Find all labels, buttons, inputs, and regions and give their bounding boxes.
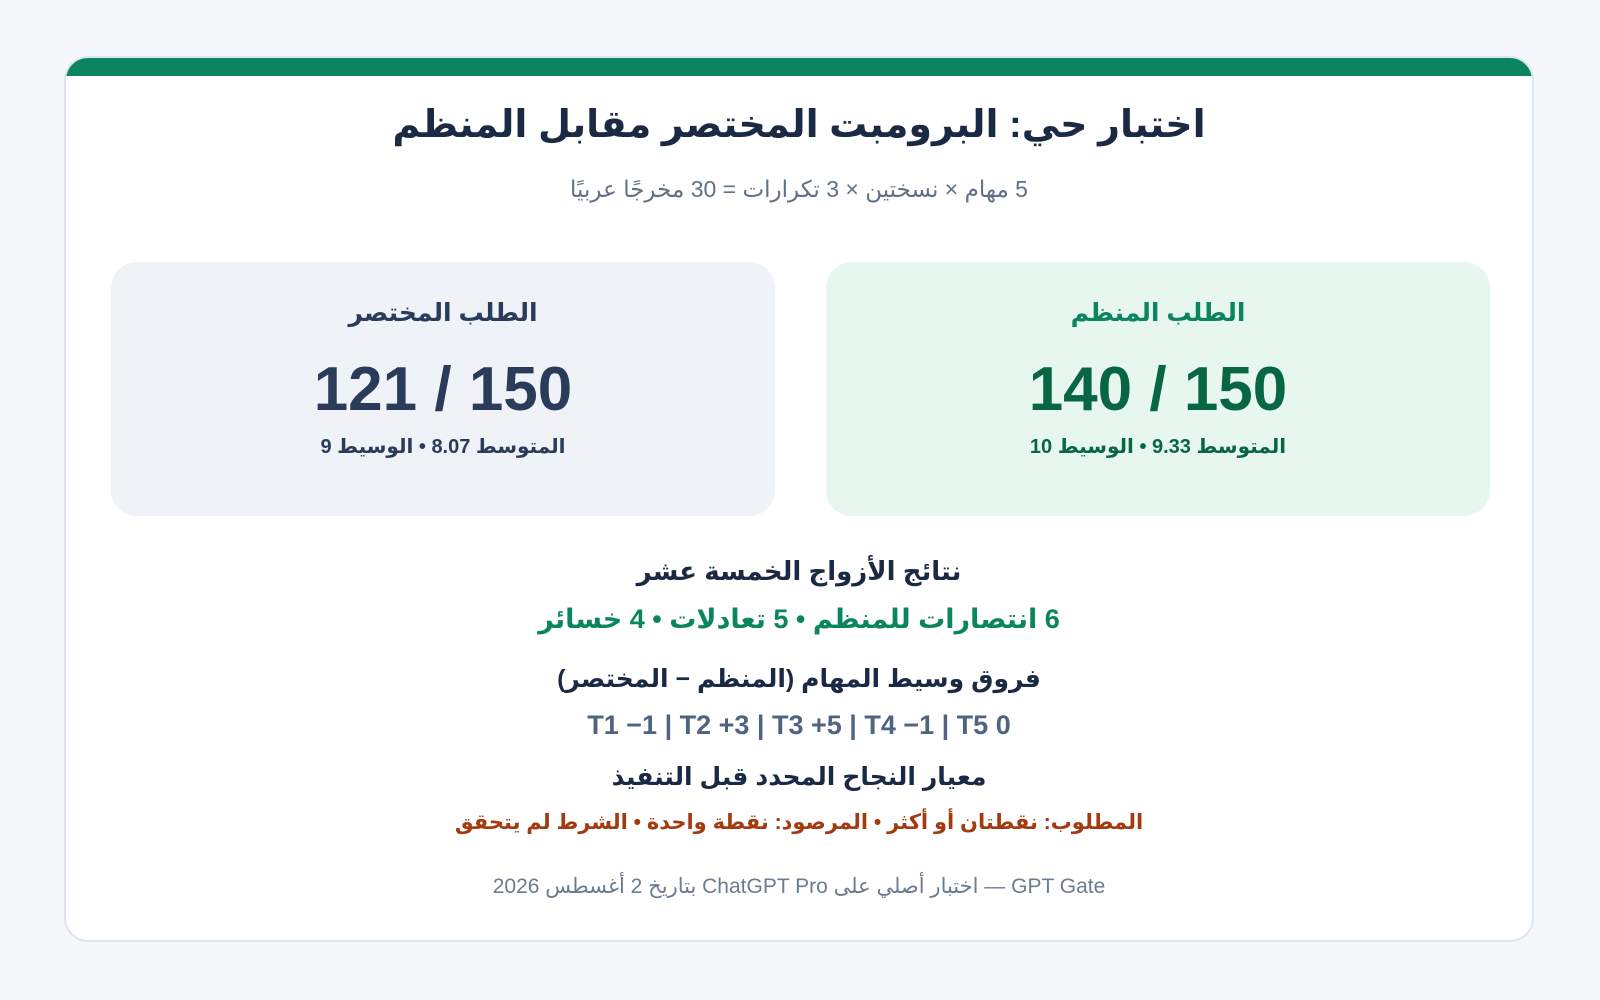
- page-subtitle: 5 مهام × نسختين × 3 تكرارات = 30 مخرجًا عربيًا: [570, 176, 1028, 202]
- organized-label: الطلب المنظم: [1070, 299, 1246, 327]
- results-card: [64, 56, 1534, 942]
- short-prompt-panel: [111, 262, 775, 516]
- criterion-result: المطلوب: نقطتان أو أكثر • المرصود: نقطة واحدة • الشرط لم يتحقق: [454, 811, 1144, 834]
- short-stats: المتوسط 8.07 • الوسيط 9: [320, 436, 566, 458]
- accent-bar: [66, 58, 1532, 76]
- footer-note: GPT Gate — اختبار أصلي على ChatGPT Pro بتاريخ 2 أغسطس 2026: [492, 875, 1106, 898]
- organized-stats: المتوسط 9.33 • الوسيط 10: [1029, 436, 1287, 458]
- short-score: 121 / 150: [313, 355, 573, 424]
- organized-score: 140 / 150: [1028, 355, 1288, 424]
- differences-heading: فروق وسيط المهام (المنظم − المختصر): [557, 665, 1041, 693]
- differences-values: T1 −1 | T2 +3 | T3 +5 | T4 −1 | T5 0: [587, 710, 1011, 740]
- page-title: اختبار حي: البرومبت المختصر مقابل المنظم: [392, 104, 1206, 146]
- criterion-heading: معيار النجاح المحدد قبل التنفيذ: [611, 763, 987, 791]
- pairs-heading: نتائج الأزواج الخمسة عشر: [636, 556, 962, 586]
- pairs-result: 6 انتصارات للمنظم • 5 تعادلات • 4 خسائر: [538, 604, 1060, 634]
- organized-prompt-panel: [826, 262, 1490, 516]
- short-label: الطلب المختصر: [348, 299, 538, 327]
